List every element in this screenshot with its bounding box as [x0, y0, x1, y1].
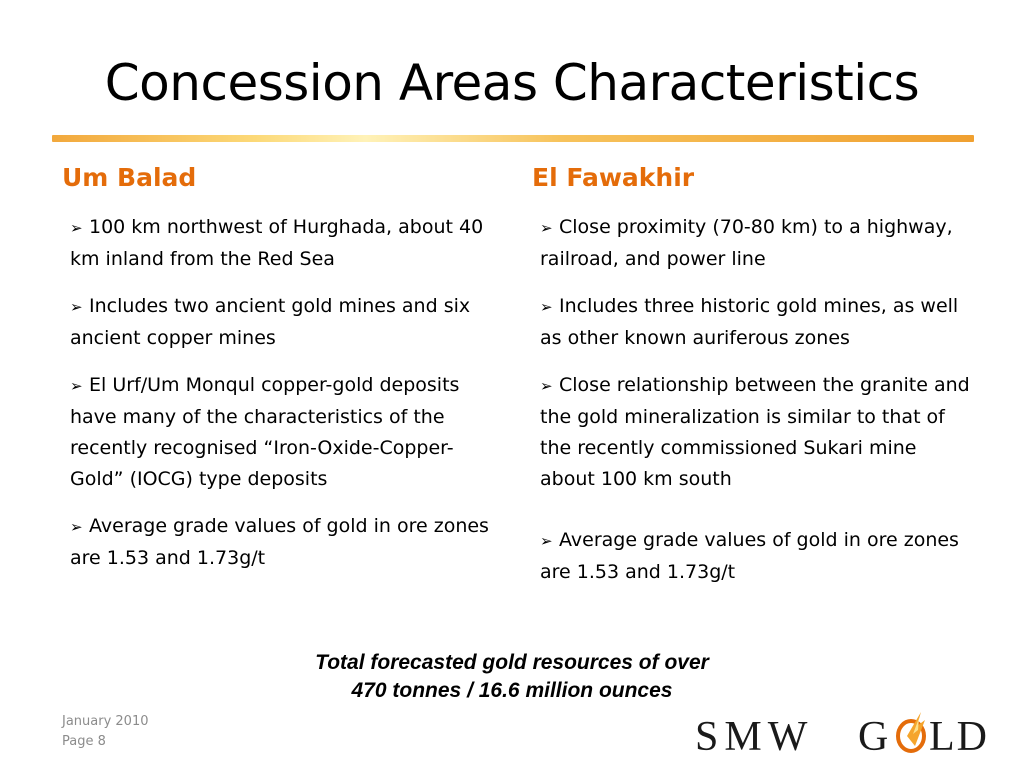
footer-page-number: Page 8: [62, 734, 106, 749]
arrow-bullet-icon: ➢: [540, 298, 553, 316]
list-item: [70, 511, 507, 574]
arrow-bullet-icon: ➢: [540, 219, 553, 237]
bullet-text: El Urf/Um Monqul copper-gold deposits have many of the characteristics of the recently recognised “Iron-Oxide-Copper-Gold” (IOCG) type deposits: [70, 374, 460, 490]
logo-graphic: [693, 706, 1003, 758]
list-item: [540, 291, 977, 354]
list-item: [540, 212, 977, 275]
bullet-text: Close proximity (70-80 km) to a highway, railroad, and power line: [540, 216, 953, 270]
bullet-list: [62, 212, 507, 574]
arrow-bullet-icon: ➢: [540, 377, 553, 395]
bullet-text: Average grade values of gold in ore zones are 1.53 and 1.73g/t: [70, 515, 489, 569]
column-el-fawakhir: [532, 158, 977, 604]
flame-o-icon: [898, 712, 925, 751]
summary-line: Total forecasted gold resources of over: [315, 651, 709, 674]
summary-line: 470 tonnes / 16.6 million ounces: [351, 679, 673, 702]
column-um-balad: [62, 158, 507, 590]
bullet-text: Close relationship between the granite and the gold mineralization is similar to that of the recently commissioned Sukari mine about 100 km south: [540, 374, 970, 490]
slide-title: Concession Areas Characteristics: [104, 54, 920, 112]
bullet-text: 100 km northwest of Hurghada, about 40 km inland from the Red Sea: [70, 216, 484, 270]
list-item: [70, 370, 507, 495]
bullet-text: Includes two ancient gold mines and six ancient copper mines: [70, 295, 471, 349]
smw-gold-logo: [693, 706, 1003, 758]
logo-text-ld: LD: [929, 714, 989, 758]
arrow-bullet-icon: ➢: [70, 219, 83, 237]
list-item: [540, 370, 977, 495]
bullet-text: Includes three historic gold mines, as well as other known auriferous zones: [540, 295, 959, 349]
arrow-bullet-icon: ➢: [70, 298, 83, 316]
bullet-list: [532, 212, 977, 588]
list-item: [70, 291, 507, 354]
bullet-text: Average grade values of gold in ore zones are 1.53 and 1.73g/t: [540, 529, 959, 583]
arrow-bullet-icon: ➢: [540, 532, 553, 550]
logo-text-g: G: [858, 714, 889, 758]
column-heading: El Fawakhir: [532, 163, 695, 192]
footer-date: January 2010: [62, 714, 149, 729]
arrow-bullet-icon: ➢: [70, 377, 83, 395]
list-item: [540, 525, 977, 588]
summary-statement: [0, 649, 1024, 705]
title-divider: [52, 135, 974, 142]
column-heading: Um Balad: [62, 163, 197, 192]
arrow-bullet-icon: ➢: [70, 518, 83, 536]
logo-text-smw: SMW: [695, 714, 814, 758]
list-item: [70, 212, 507, 275]
